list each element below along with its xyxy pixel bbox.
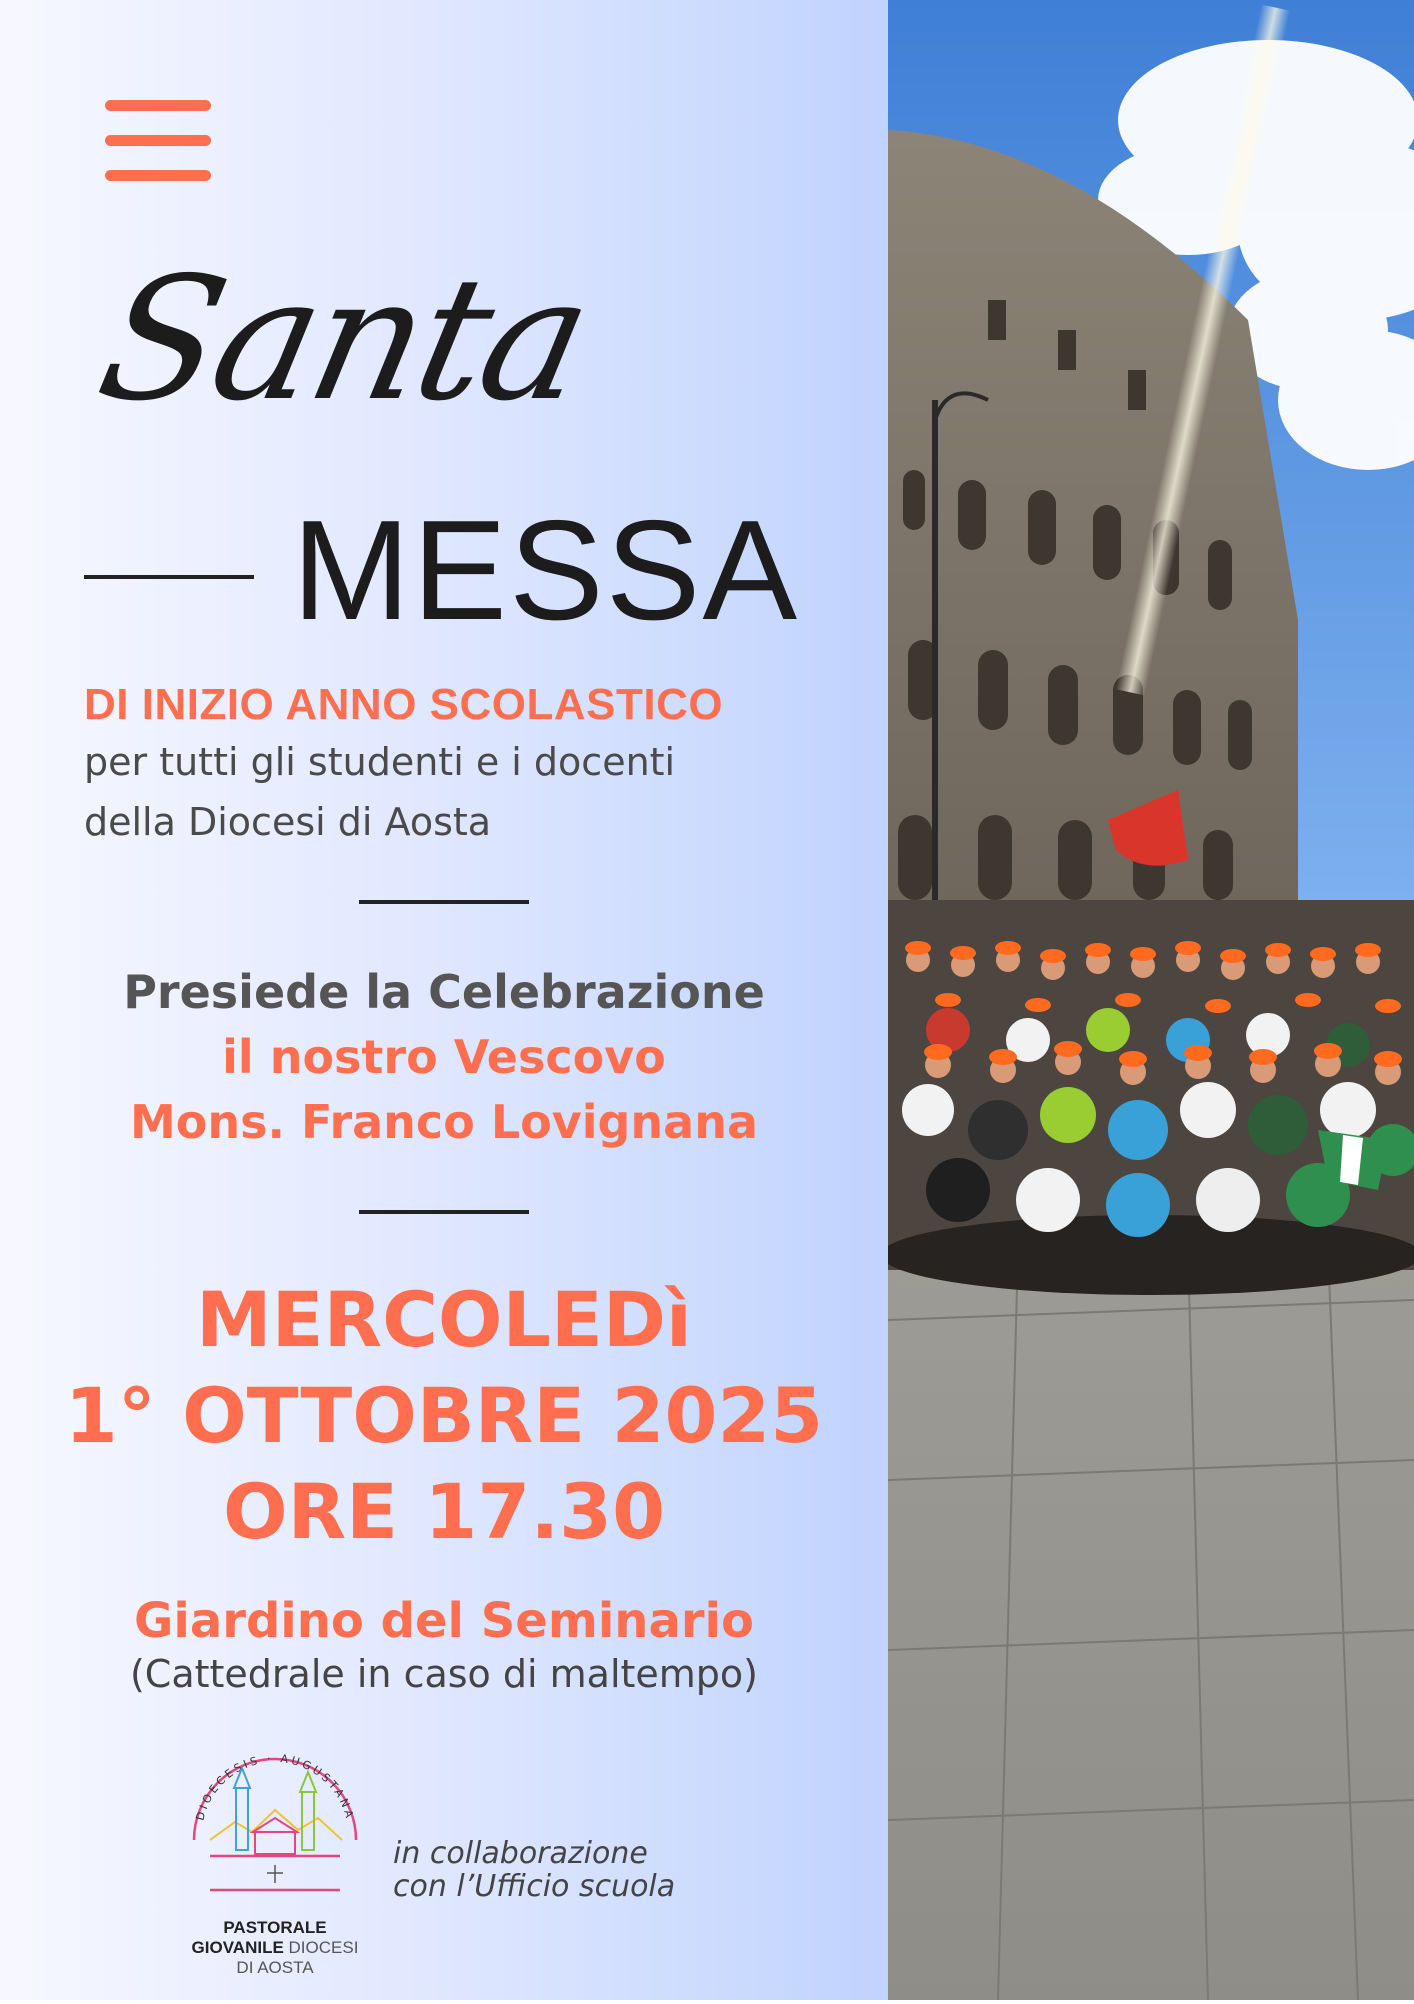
pastorale-giovanile-logo xyxy=(180,1740,370,1980)
title-main: MESSA xyxy=(292,491,800,650)
menu-bar-middle xyxy=(105,135,211,146)
hamburger-menu-icon[interactable] xyxy=(105,100,211,182)
event-location-alternative: (Cattedrale in caso di maltempo) xyxy=(129,1652,758,1696)
celebrant-name: Mons. Franco Lovignana xyxy=(129,1095,758,1149)
logo-emblem-icon xyxy=(180,1740,370,1915)
audience-line-2: della Diocesi di Aosta xyxy=(84,800,492,844)
title-script: Santa xyxy=(84,241,604,439)
celebrant-intro: Presiede la Celebrazione xyxy=(123,965,765,1019)
logo-line-3: DI AOSTA xyxy=(236,1958,314,1977)
event-location: Giardino del Seminario xyxy=(134,1593,754,1649)
logo-caption xyxy=(180,1918,370,1978)
collaboration-line-2: con l’Ufficio scuola xyxy=(393,1869,676,1904)
audience-line-1: per tutti gli studenti e i docenti xyxy=(84,740,676,784)
logo-line-1: PASTORALE xyxy=(223,1918,327,1937)
collaboration-note xyxy=(393,1837,675,1903)
event-date: 1° OTTOBRE 2025 xyxy=(64,1371,824,1460)
logo-ring-text: DIOECESIS · AUGUSTANA xyxy=(193,1751,357,1822)
celebrant-role: il nostro Vescovo xyxy=(222,1030,666,1084)
divider-bottom xyxy=(359,1210,529,1214)
divider-top xyxy=(359,900,529,904)
event-time: ORE 17.30 xyxy=(223,1467,665,1556)
logo-line-2-bold: GIOVANILE xyxy=(191,1938,284,1957)
logo-line-2-thin: DIOCESI xyxy=(288,1938,359,1957)
event-day: MERCOLEDì xyxy=(196,1275,692,1364)
title-rule xyxy=(84,575,254,579)
menu-bar-top xyxy=(105,100,211,111)
event-subtitle: DI INIZIO ANNO SCOLASTICO xyxy=(84,680,724,729)
svg-text:DIOECESIS · AUGUSTANA xyxy=(193,1752,356,1822)
collaboration-line-1: in collaborazione xyxy=(393,1836,648,1871)
menu-bar-bottom xyxy=(105,170,211,181)
colosseum-group-photo xyxy=(888,0,1414,2000)
